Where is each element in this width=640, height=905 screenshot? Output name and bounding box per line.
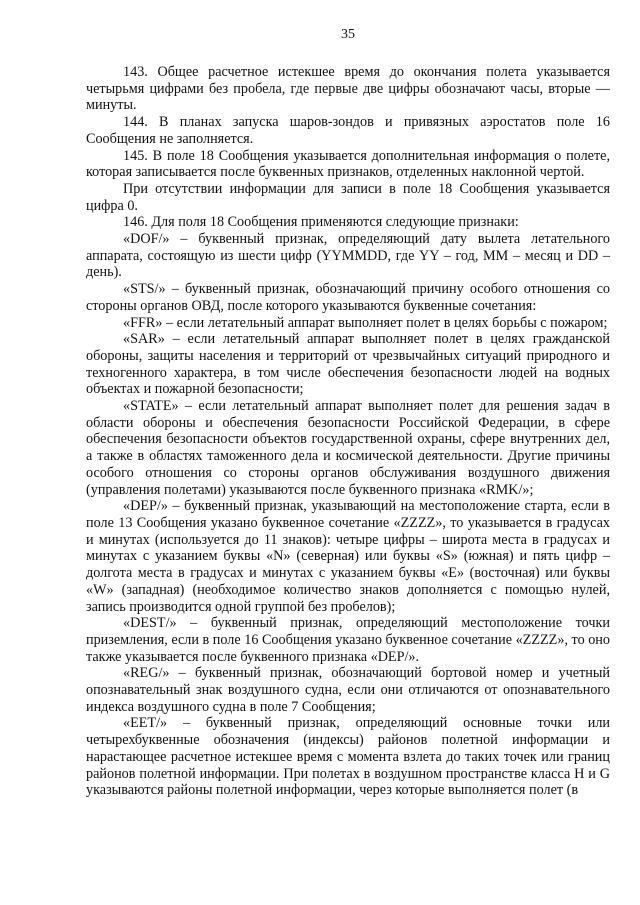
paragraph-no-info: При отсутствии информации для записи в поле 18 Сообщения указывается цифра 0. [86, 180, 610, 214]
paragraph-144: 144. В планах запуска шаров-зондов и привязных аэростатов поле 16 Сообщения не заполняется. [86, 114, 610, 147]
paragraph-eet: «EET/» – буквенный признак, определяющий основные точки или четырехбуквенные обозначения (индексы) районов полетной информации и нарастающее расчетное истекшее время с момента взлета до таких точек или границ районов полетной информации. При полетах в воздушном пространстве класса H и G указываются районы полетной информации, через которые выполняется полет (в [86, 715, 610, 799]
page-number: 35 [341, 27, 355, 42]
document-body [86, 64, 610, 799]
paragraph-dep: «DEP/» – буквенный признак, указывающий на местоположение старта, если в поле 13 Сообщения указано буквенное сочетание «ZZZZ», то указывается в градусах и минутах (используется до 11 знаков): четыре цифры – широта места в градусах и минутах с указанием буквы «N» (северная) или буквы «S» (южная) и пять цифр – долгота места в градусах и минутах с указанием буквы «E» (восточная) или буквы «W» (западная) (необходимое количество знаков дополняется с помощью нулей, запись производится одной группой без пробелов); [86, 498, 610, 615]
paragraph-dest: «DEST/» – буквенный признак, определяющий местоположение точки приземления, если в поле 16 Сообщения указано буквенное сочетание «ZZZZ», то оно также указывается после буквенного признака «DEP/». [86, 615, 610, 665]
paragraph-reg: «REG/» – буквенный признак, обозначающий бортовой номер и учетный опознавательный знак воздушного судна, если они отличаются от опознавательного индекса воздушного судна в поле 7 Сообщения; [86, 665, 610, 715]
paragraph-sar: «SAR» – если летательный аппарат выполняет полет в целях гражданской обороны, защиты населения и территорий от чрезвычайных ситуаций природного и техногенного характера, в том числе обеспечения безопасности людей на водных объектах и пожарной безопасности; [86, 331, 610, 398]
paragraph-state: «STATE» – если летательный аппарат выполняет полет для решения задач в области обороны и обеспечения безопасности Российской Федерации, в сфере обеспечения безопасности объектов государственной охраны, сфере внутренних дел, а также в областях таможенного дела и космической деятельности. Другие причины особого отношения со стороны органов обслуживания воздушного движения (управления полетами) указываются после буквенного признака «RMK/»; [86, 398, 610, 498]
paragraph-145: 145. В поле 18 Сообщения указывается дополнительная информация о полете, которая записывается после буквенных признаков, отделенных наклонной чертой. [86, 147, 610, 181]
paragraph-143: 143. Общее расчетное истекшее время до окончания полета указывается четырьмя цифрами без пробела, где первые две цифры обозначают часы, вторые — минуты. [86, 64, 610, 114]
paragraph-ffr: «FFR» – если летательный аппарат выполняет полет в целях борьбы с пожаром; [123, 314, 608, 331]
paragraph-sts: «STS/» – буквенный признак, обозначающий причину особого отношения со стороны органов ОВД, после которого указываются буквенные сочетания: [86, 281, 610, 314]
paragraph-dof: «DOF/» – буквенный признак, определяющий дату вылета летательного аппарата, состоящую из шести цифр (YYMMDD, где YY – год, MM – месяц и DD – день). [86, 231, 610, 281]
paragraph-146: 146. Для поля 18 Сообщения применяются следующие признаки: [123, 214, 519, 231]
